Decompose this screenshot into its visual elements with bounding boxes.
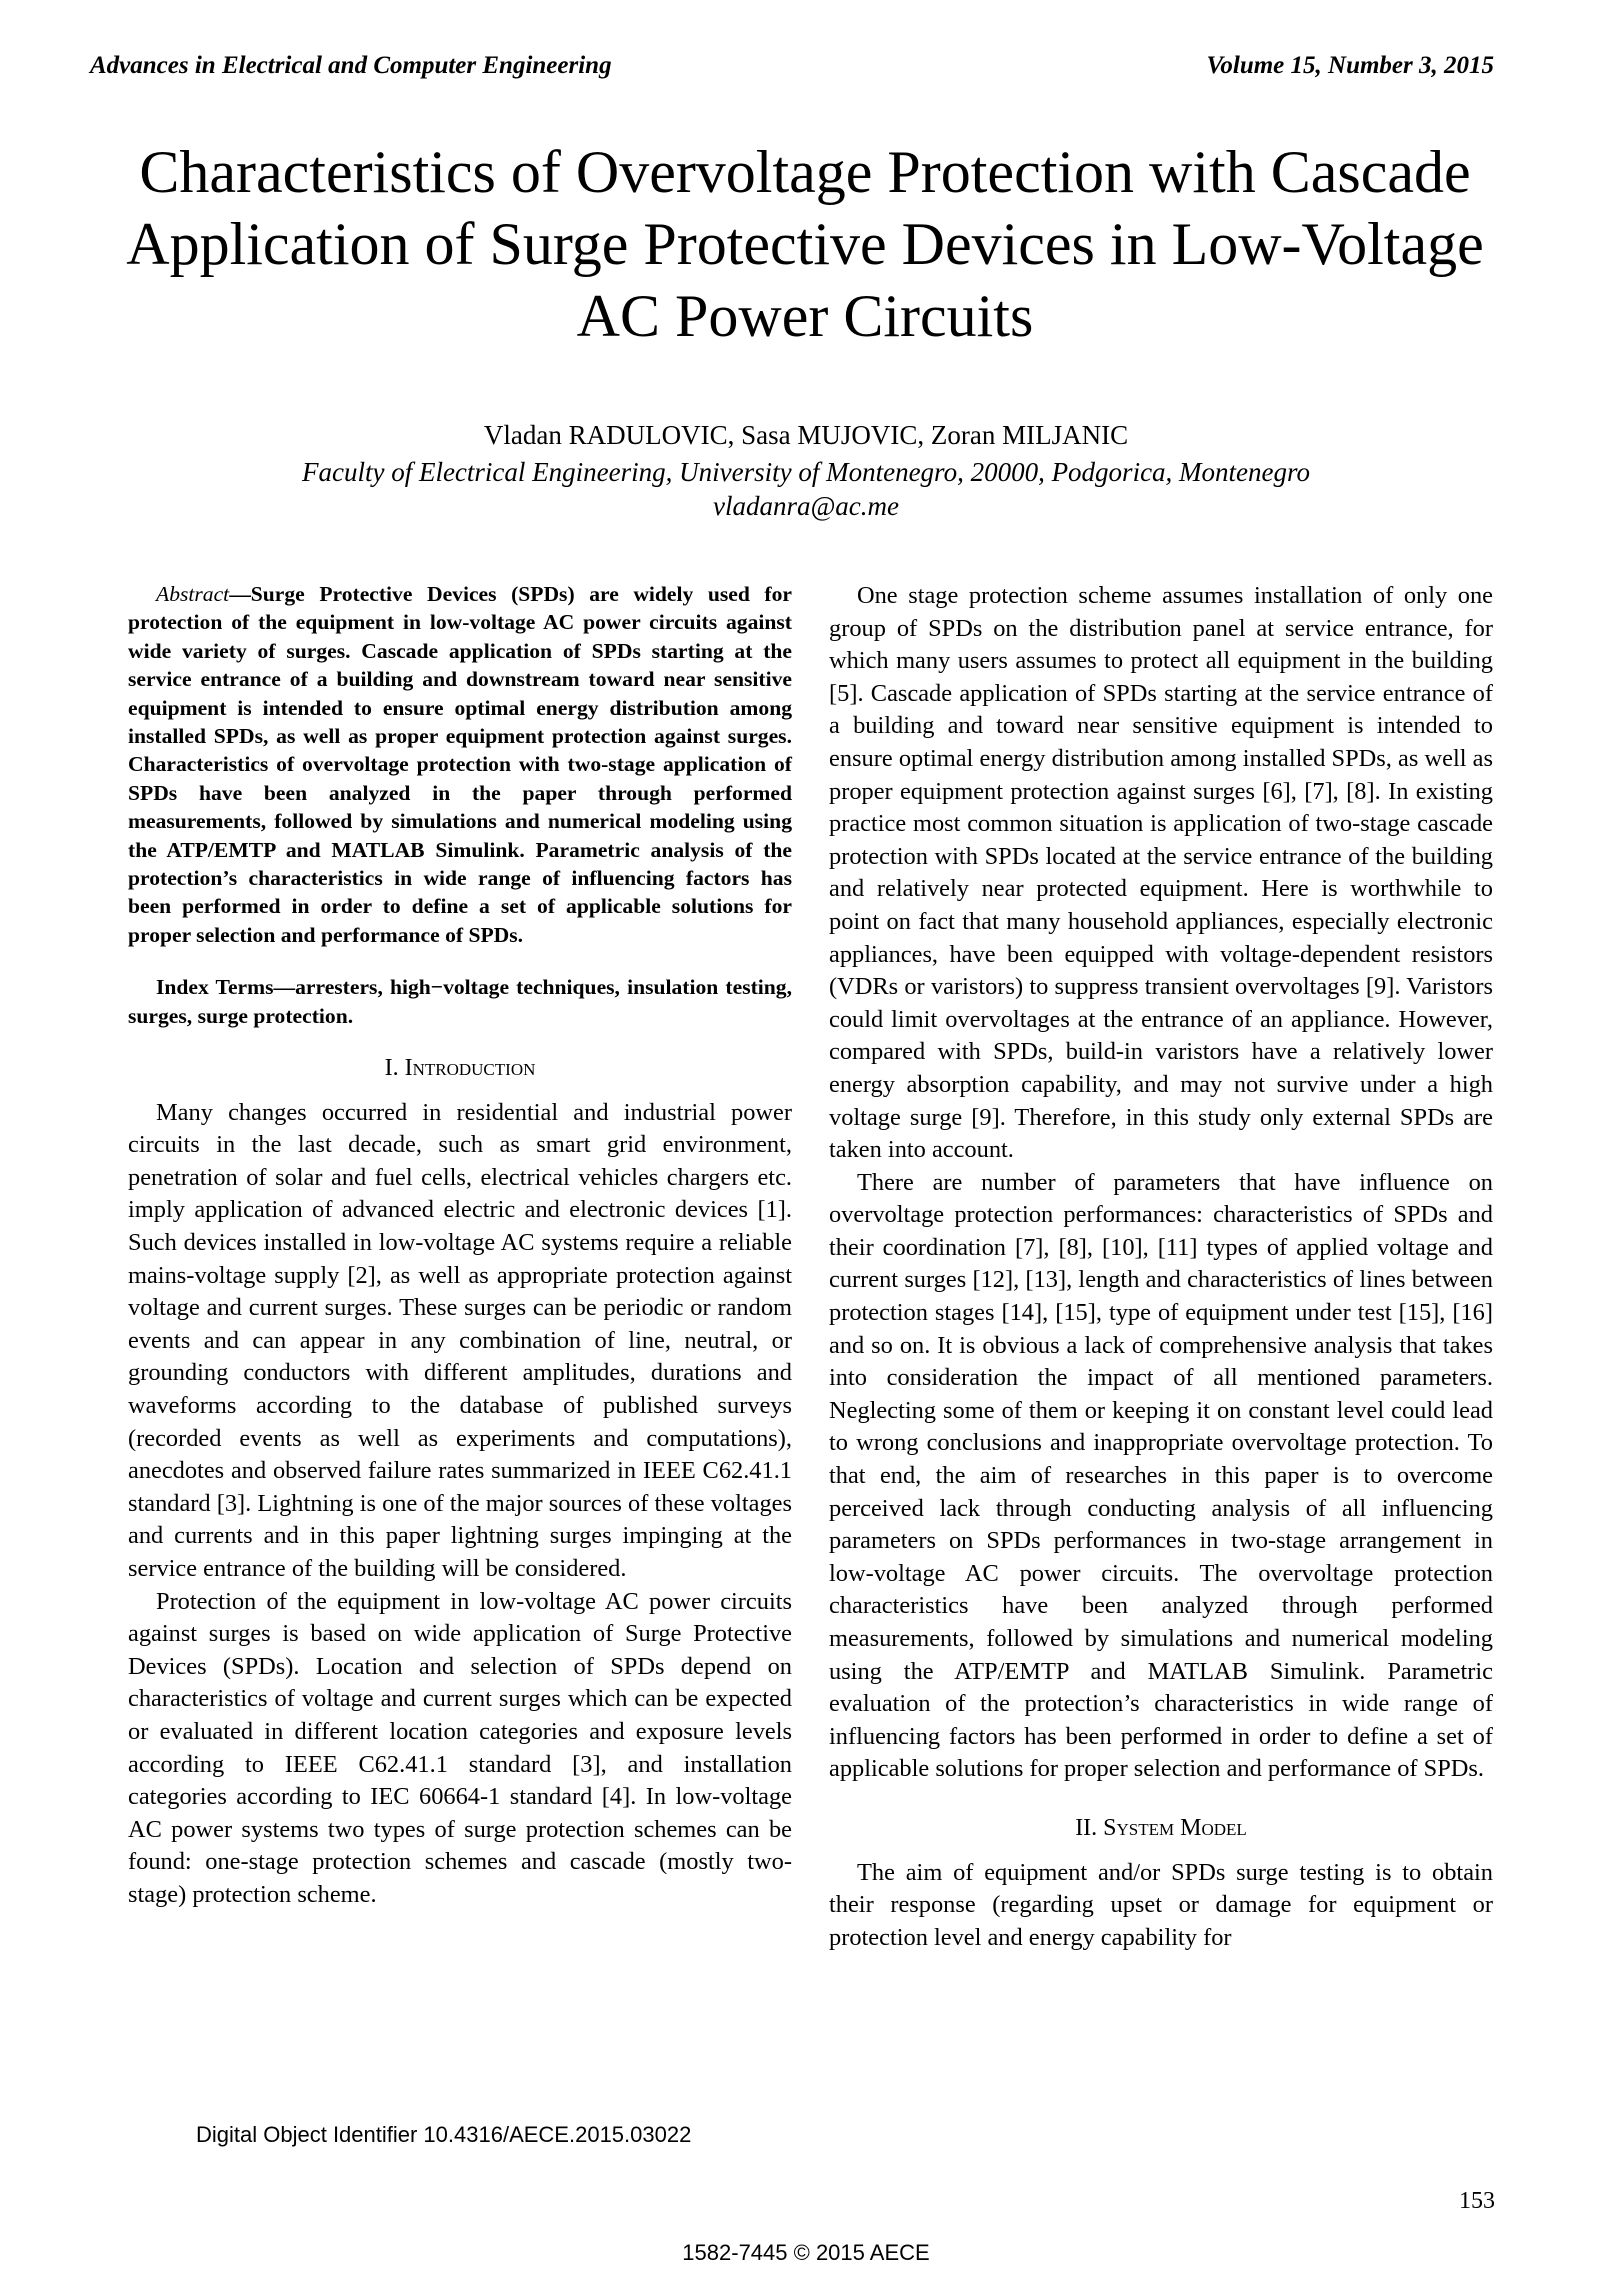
right-column [829,580,1493,1954]
volume-info: Volume 15, Number 3, 2015 [1206,52,1494,79]
paragraph: Protection of the equipment in low-voltage AC power circuits against surges is based on wide application of Surge Protective Devices (SPDs). Location and selection of SPDs depend on characteristics of voltage and current surges which can be expected or evaluated in different location categories and exposure levels according to IEEE C62.41.1 standard [3], and installation categories according to IEC 60664-1 standard [4]. In low-voltage AC power systems two types of surge protection schemes can be found: one-stage protection schemes and cascade (mostly two-stage) protection scheme. [128,1587,792,1908]
section-number: II. [1075,1814,1098,1841]
section-heading-introduction [128,1052,792,1085]
issn-copyright: 1582-7445 © 2015 AECE [682,2240,930,2265]
abstract-lead: Abstract [156,582,230,606]
paper-title: Characteristics of Overvoltage Protection with Cascade Application of Surge Protective Devices in Low-Voltage AC Power Circuits [126,139,1484,349]
paragraph: There are number of parameters that have influence on overvoltage protection performances: characteristics of SPDs and their coordination [7], [8], [10], [11] types of applied voltage and current surges [12], [13], length and characteristics of lines between protection stages [14], [15], type of equipment under test [15], [16] and so on. It is obvious a lack of comprehensive analysis that takes into consideration the impact of all mentioned parameters. Neglecting some of them or keeping it on constant level could lead to wrong conclusions and inappropriate overvoltage protection. To that end, the aim of researches in this paper is to overcome perceived lack through conducting analysis of all influencing parameters on SPDs performances in two-stage arrangement in low-voltage AC power circuits. The overvoltage protection characteristics have been analyzed through performed measurements, followed by simulations and numerical modeling using the ATP/EMTP and MATLAB Simulink. Parametric evaluation of the protection’s characteristics in wide range of influencing factors has been performed in order to define a set of applicable solutions for proper selection and performance of SPDs. [829,1168,1493,1783]
affiliation: Faculty of Electrical Engineering, University of Montenegro, 20000, Podgorica, Montenegro [301,457,1311,487]
doi: Digital Object Identifier 10.4316/AECE.2015.03022 [196,2122,692,2147]
authors: Vladan RADULOVIC, Sasa MUJOVIC, Zoran MILJANIC [483,420,1129,450]
page-number: 153 [1459,2188,1495,2214]
paragraph: Many changes occurred in residential and industrial power circuits in the last decade, such as smart grid environment, penetration of solar and fuel cells, electrical vehicles chargers etc. imply application of advanced electric and electronic devices [1]. Such devices installed in low-voltage AC systems require a reliable mains-voltage supply [2], as well as appropriate protection against voltage and current surges. These surges can be periodic or random events and can appear in any combination of line, neutral, or grounding conductors with different amplitudes, durations and waveforms according to the database of published surveys (recorded events as well as experiments and computations), anecdotes and observed failure rates summarized in IEEE C62.41.1 standard [3]. Lightning is one of the major sources of these voltages and currents and in this paper lightning surges impinging at the service entrance of the building will be considered. [128,1098,792,1582]
journal-name: Advances in Electrical and Computer Engineering [90,52,612,79]
index-terms: Index Terms—arresters, high−voltage techniques, insulation testing, surges, surge protection. [128,975,792,1028]
left-column [128,580,792,1912]
paragraph: One stage protection scheme assumes installation of only one group of SPDs on the distribution panel at service entrance, for which many users assumes to protect all equipment in the building [5]. Cascade application of SPDs starting at the service entrance of a building and toward near sensitive equipment is intended to ensure optimal energy distribution among installed SPDs, as well as proper equipment protection against surges [6], [7], [8]. In existing practice most common situation is application of two-stage cascade protection with SPDs located at the service entrance of the building and relatively near protected equipment. Here is worthwhile to point on fact that many household appliances, especially electronic appliances, have been equipped with voltage-dependent resistors (VDRs or varistors) to suppress transient overvoltages [9]. Varistors could limit overvoltages at the entrance of an appliance. However, compared with SPDs, build-in varistors have a relatively lower energy absorption capability, and may not survive under a high voltage surge [9]. Therefore, in this study only external SPDs are taken into account. [829,582,1493,1164]
abstract-text: —Surge Protective Devices (SPDs) are widely used for protection of the equipment in low-voltage AC power circuits against wide variety of surges. Cascade application of SPDs starting at the service entrance of a building and downstream toward near sensitive equipment is intended to ensure optimal energy distribution among installed SPDs, as well as proper equipment protection against surges. Characteristics of overvoltage protection with two-stage application of SPDs have been analyzed in the paper through performed measurements, followed by simulations and numerical modeling using the ATP/EMTP and MATLAB Simulink. Parametric analysis of the protection’s characteristics in wide range of influencing factors has been performed in order to define a set of applicable solutions for proper selection and performance of SPDs. [128,582,792,947]
section-title: Introduction [404,1055,536,1082]
paragraph: The aim of equipment and/or SPDs surge testing is to obtain their response (regarding upset or damage for equipment or protection level and energy capability for [829,1858,1493,1951]
section-number: I. [384,1055,399,1082]
author-email: vladanra@ac.me [712,491,900,521]
section-heading-system-model [829,1812,1493,1845]
abstract [128,580,792,949]
section-title: System Model [1103,1814,1247,1841]
